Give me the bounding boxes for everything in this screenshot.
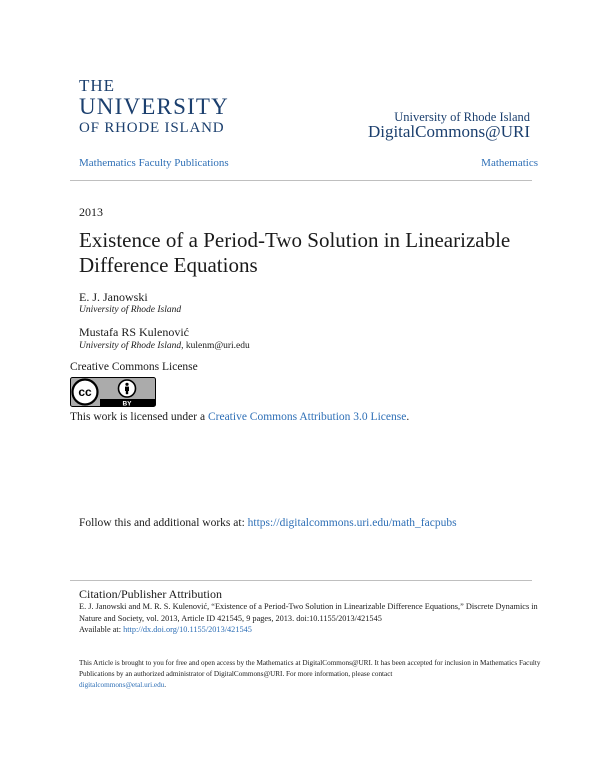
cc-by-badge[interactable] (70, 377, 156, 407)
contact-email-link[interactable]: digitalcommons@etal.uri.edu (79, 681, 165, 689)
repository-name[interactable]: DigitalCommons@URI (367, 122, 530, 141)
logo-line-rhode-island: OF RHODE ISLAND (79, 120, 225, 136)
institution-name[interactable]: University of Rhode Island (394, 110, 530, 124)
license-statement (70, 411, 409, 423)
license-text-suffix: . (406, 411, 410, 423)
license-link[interactable]: Creative Commons Attribution 3.0 License (207, 411, 407, 423)
citation-divider (70, 580, 532, 581)
collection-link[interactable]: Mathematics Faculty Publications (79, 157, 229, 169)
citation-text: E. J. Janowski and M. R. S. Kulenović, “Existence of a Period-Two Solution in Linearizable Difference Equations,” Discrete Dynamics in Nature and Society, vol. 2013, Article ID 421545, 9 pages, 2013. doi:10.1155/2013/421545 (79, 602, 538, 623)
author-name: E. J. Janowski (79, 290, 148, 304)
publication-year: 2013 (79, 205, 103, 219)
access-note (79, 658, 549, 691)
header-divider (70, 180, 532, 181)
available-prefix: Available at: (79, 625, 124, 634)
department-link[interactable]: Mathematics (481, 157, 538, 169)
logo-line-university: UNIVERSITY (79, 94, 229, 119)
author-affiliation: University of Rhode Island (79, 305, 182, 315)
author-affiliation: University of Rhode Island (79, 341, 182, 351)
citation-heading: Citation/Publisher Attribution (79, 587, 223, 601)
author-name: Mustafa RS Kulenović (79, 325, 189, 339)
badge-label: BY (122, 400, 132, 407)
follow-line (79, 517, 457, 529)
logo-line-the: THE (79, 76, 116, 95)
doi-link[interactable]: http://dx.doi.org/10.1155/2013/421545 (123, 625, 252, 634)
license-text-prefix: This work is licensed under a (70, 411, 208, 423)
access-note-suffix: . (164, 681, 167, 689)
follow-url-link[interactable]: https://digitalcommons.uri.edu/math_facpubs (247, 517, 457, 529)
article-title: Existence of a Period-Two Solution in Linearizable Difference Equations (79, 228, 511, 277)
author-affiliation-row (79, 341, 250, 351)
access-note-text: This Article is brought to you for free and open access by the Mathematics at DigitalCommons@URI. It has been accepted for inclusion in Mathematics Faculty Publications by an authorized administrator of DigitalCommons@URI. For more information, please contact (79, 659, 541, 678)
license-heading: Creative Commons License (70, 361, 198, 373)
follow-prefix: Follow this and additional works at: (79, 517, 248, 529)
university-logo[interactable] (79, 77, 229, 137)
citation-block (79, 601, 549, 636)
svg-text:cc: cc (78, 385, 92, 400)
author-email[interactable]: , kulenm@uri.edu (181, 341, 250, 351)
